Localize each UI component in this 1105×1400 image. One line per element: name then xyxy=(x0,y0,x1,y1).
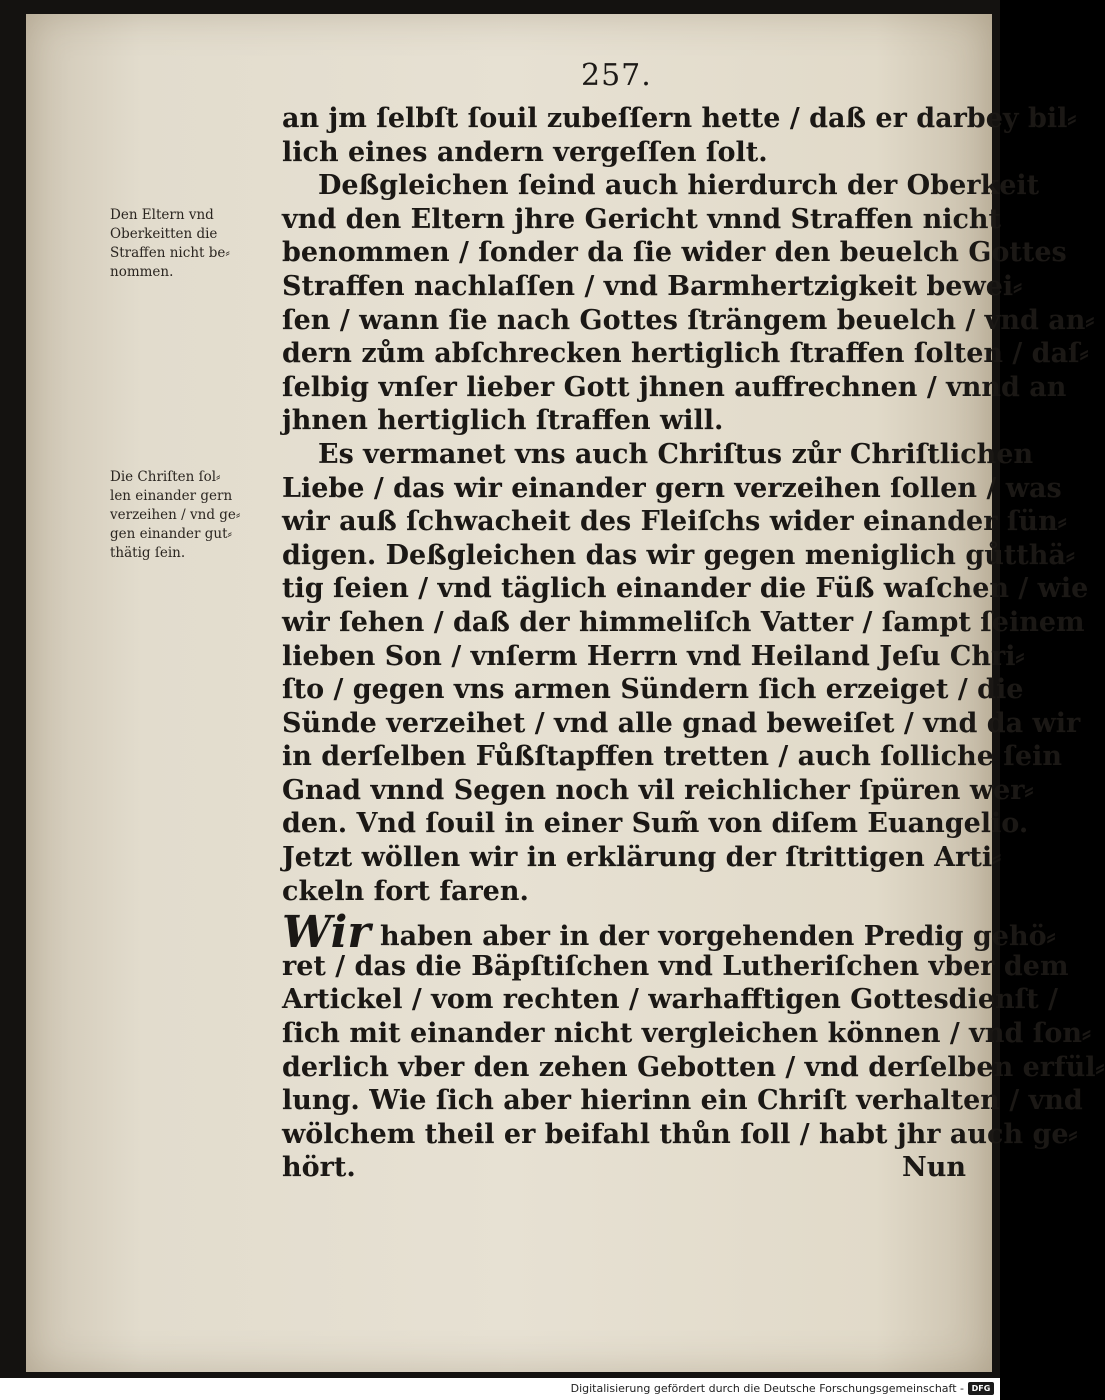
text-line: benommen / ſonder da ſie wider den beuelch Gottes xyxy=(282,237,1067,269)
text-line: ckeln fort faren. xyxy=(282,875,529,907)
text-line: Jetzt wöllen wir in erklärung der ſtrittigen Arti⸗ xyxy=(282,842,1002,874)
text-line: ret / das die Bäpſtiſchen vnd Lutheriſchen vber dem xyxy=(282,950,1069,982)
margin-note xyxy=(110,206,282,282)
text-line: Sünde verzeihet / vnd alle gnad beweiſet / vnd da wir xyxy=(282,707,1081,739)
margin-note-line: Den Eltern vnd xyxy=(110,207,214,223)
text-line: Es vermanet vns auch Chriſtus zůr Chriſtlichen xyxy=(318,438,1034,470)
text-line: lieben Son / vnſerm Herrn vnd Heiland Jeſu Chri⸗ xyxy=(282,640,1025,672)
footer-bar xyxy=(0,1378,1000,1400)
text-line: wir auß ſchwacheit des Fleiſchs wider einander ſün⸗ xyxy=(282,506,1067,538)
last-line xyxy=(282,1151,966,1185)
catchword: Nun xyxy=(902,1152,966,1184)
text-line: ſen / wann ſie nach Gottes ſträngem beuelch / vnd an⸗ xyxy=(282,304,1095,336)
margin-note-line: verzeihen / vnd ge⸗ xyxy=(110,507,241,523)
text-line: Straffen nachlaſſen / vnd Barmhertzigkeit bewei⸗ xyxy=(282,270,1023,302)
text-line: ſich mit einander nicht vergleichen können / vnd ſon⸗ xyxy=(282,1018,1091,1050)
text-line: dern zům abſchrecken hertiglich ſtraffen ſolten / daſ⸗ xyxy=(282,338,1089,370)
text-line: hört. xyxy=(282,1152,356,1184)
margin-note-line: Oberkeitten die xyxy=(110,226,218,242)
text-line: Deßgleichen ſeind auch hierdurch der Oberkeit xyxy=(318,170,1040,202)
text-line: lung. Wie ſich aber hierinn ein Chriſt verhalten / vnd xyxy=(282,1085,1083,1117)
text-line: Gnad vnnd Segen noch vil reichlicher ſpüren wer⸗ xyxy=(282,774,1034,806)
footer-credit: Digitalisierung gefördert durch die Deutsche Forschungsgemeinschaft - xyxy=(570,1382,964,1395)
margin-note-line: Straffen nicht be⸗ xyxy=(110,245,230,261)
main-text-block xyxy=(282,102,1105,1185)
text-line-rest: haben aber in der vorgehenden Predig gehö⸗ xyxy=(370,921,1056,953)
margin-note-line: thätig ſein. xyxy=(110,545,186,561)
margin-note-line: len einander gern xyxy=(110,488,233,504)
text-line: derlich vber den zehen Gebotten / vnd derſelben erfül⸗ xyxy=(282,1051,1105,1083)
paragraph-gap xyxy=(282,908,966,916)
book-page xyxy=(26,14,1105,1372)
margin-note-line: nommen. xyxy=(110,264,174,280)
margin-note-line: gen einander gut⸗ xyxy=(110,526,232,542)
text-line: wölchem theil er beifahl thůn ſoll / habt jhr auch ge⸗ xyxy=(282,1118,1078,1150)
text-line: lich eines andern vergeſſen ſolt. xyxy=(282,136,768,168)
text-line: tig ſeien / vnd täglich einander die Füß waſchen / wie xyxy=(282,573,1089,605)
text-line: den. Vnd ſouil in einer Sum̃ von diſem Euangelio. xyxy=(282,808,1029,840)
margin-note-line: Die Chriſten ſol⸗ xyxy=(110,469,221,485)
dfg-logo-icon: DFG xyxy=(968,1382,994,1395)
text-line: vnd den Eltern jhre Gericht vnnd Straffen nicht xyxy=(282,203,1002,235)
text-line: in derſelben Fůßſtapffen tretten / auch ſolliche ſein xyxy=(282,741,1062,773)
text-line-with-dropcap xyxy=(282,907,1056,959)
text-line: ſto / gegen vns armen Sündern ſich erzeiget / die xyxy=(282,674,1024,706)
text-line: ſelbig vnſer lieber Gott jhnen auffrechnen / vnnd an xyxy=(282,371,1067,403)
text-line: jhnen hertiglich ſtraffen will. xyxy=(282,405,724,437)
text-line: an jm ſelbſt ſouil zubeſſern hette / daß er darbey bil⸗ xyxy=(282,103,1077,134)
page-number: 257. xyxy=(581,58,652,93)
text-line: wir ſehen / daß der himmeliſch Vatter / ſampt ſeinem xyxy=(282,606,1085,638)
margin-note xyxy=(110,468,282,563)
text-line: digen. Deßgleichen das wir gegen meniglich gůtthä⸗ xyxy=(282,539,1075,571)
drop-cap-word: Wir xyxy=(282,907,371,959)
text-line: Liebe / das wir einander gern verzeihen ſollen / was xyxy=(282,472,1062,504)
text-line: Artickel / vom rechten / warhafftigen Gottesdienſt / xyxy=(282,984,1058,1016)
